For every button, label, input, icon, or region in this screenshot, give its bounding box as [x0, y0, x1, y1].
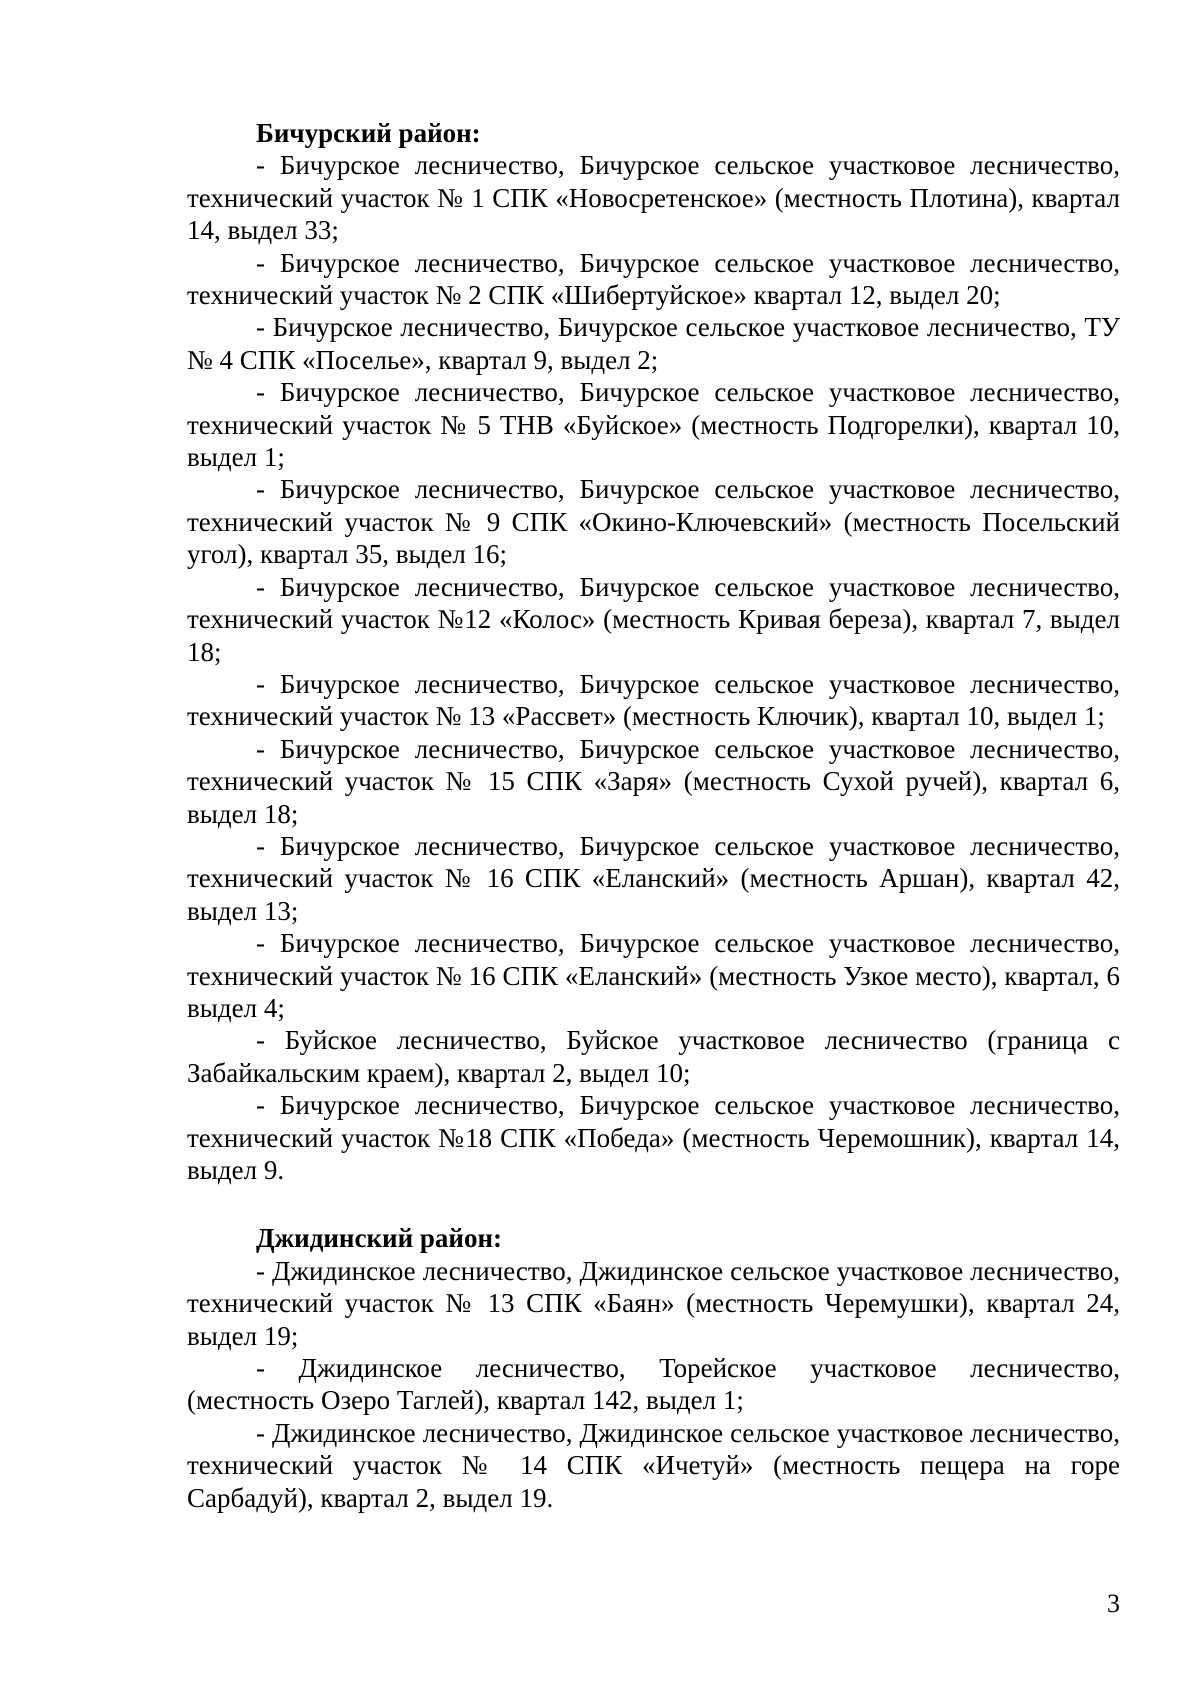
- list-item: - Бичурское лесничество, Бичурское сельское участковое лесничество, ТУ № 4 СПК «Поселье», квартал 9, выдел 2;: [187, 312, 1120, 375]
- list-item: - Бичурское лесничество, Бичурское сельское участковое лесничество, технический участок №12 «Колос» (местность Кривая береза), квартал 7, выдел 18;: [187, 571, 1120, 667]
- list-item: - Бичурское лесничество, Бичурское сельское участковое лесничество, технический участок № 16 СПК «Еланский» (местность Узкое место), квартал, 6 выдел 4;: [187, 928, 1120, 1023]
- page-number: 3: [1107, 1589, 1120, 1618]
- section-heading: Бичурский район:: [256, 118, 481, 148]
- document-body: [187, 117, 1120, 1514]
- list-item: - Джидинское лесничество, Джидинское сельское участковое лесничество, технический участок № 14 СПК «Ичетуй» (местность пещера на горе Сарбадуй), квартал 2, выдел 19.: [187, 1417, 1120, 1513]
- list-item: - Бичурское лесничество, Бичурское сельское участковое лесничество, технический участок № 9 СПК «Окино-Ключевский» (местность Посельский угол), квартал 35, выдел 16;: [187, 474, 1120, 570]
- list-item: - Джидинское лесничество, Джидинское сельское участковое лесничество, технический участок № 13 СПК «Баян» (местность Черемушки), квартал 24, выдел 19;: [187, 1255, 1120, 1351]
- list-item: - Бичурское лесничество, Бичурское сельское участковое лесничество, технический участок № 15 СПК «Заря» (местность Сухой ручей), квартал 6, выдел 18;: [187, 733, 1120, 829]
- list-item: - Джидинское лесничество, Торейское участковое лесничество, (местность Озеро Таглей), квартал 142, выдел 1;: [187, 1353, 1120, 1416]
- list-item: - Бичурское лесничество, Бичурское сельское участковое лесничество, технический участок №18 СПК «Победа» (местность Черемошник), квартал 14, выдел 9.: [187, 1090, 1120, 1185]
- list-item: - Буйское лесничество, Буйское участковое лесничество (граница с Забайкальским краем), квартал 2, выдел 10;: [187, 1025, 1120, 1088]
- section-bichura-district: [187, 117, 1120, 1186]
- list-item: - Бичурское лесничество, Бичурское сельское участковое лесничество, технический участок № 16 СПК «Еланский» (местность Аршан), квартал 42, выдел 13;: [187, 830, 1120, 926]
- list-item: - Бичурское лесничество, Бичурское сельское участковое лесничество, технический участок № 1 СПК «Новосретенское» (местность Плотина), квартал 14, выдел 33;: [187, 150, 1120, 246]
- list-item: - Бичурское лесничество, Бичурское сельское участковое лесничество, технический участок № 2 СПК «Шибертуйское» квартал 12, выдел 20;: [187, 247, 1120, 311]
- section-dzhida-district: [187, 1222, 1120, 1514]
- section-heading: Джидинский район:: [256, 1223, 503, 1254]
- list-item: - Бичурское лесничество, Бичурское сельское участковое лесничество, технический участок № 5 ТНВ «Буйское» (местность Подгорелки), квартал 10, выдел 1;: [187, 377, 1120, 473]
- list-item: - Бичурское лесничество, Бичурское сельское участковое лесничество, технический участок № 13 «Рассвет» (местность Ключик), квартал 10, выдел 1;: [187, 668, 1120, 732]
